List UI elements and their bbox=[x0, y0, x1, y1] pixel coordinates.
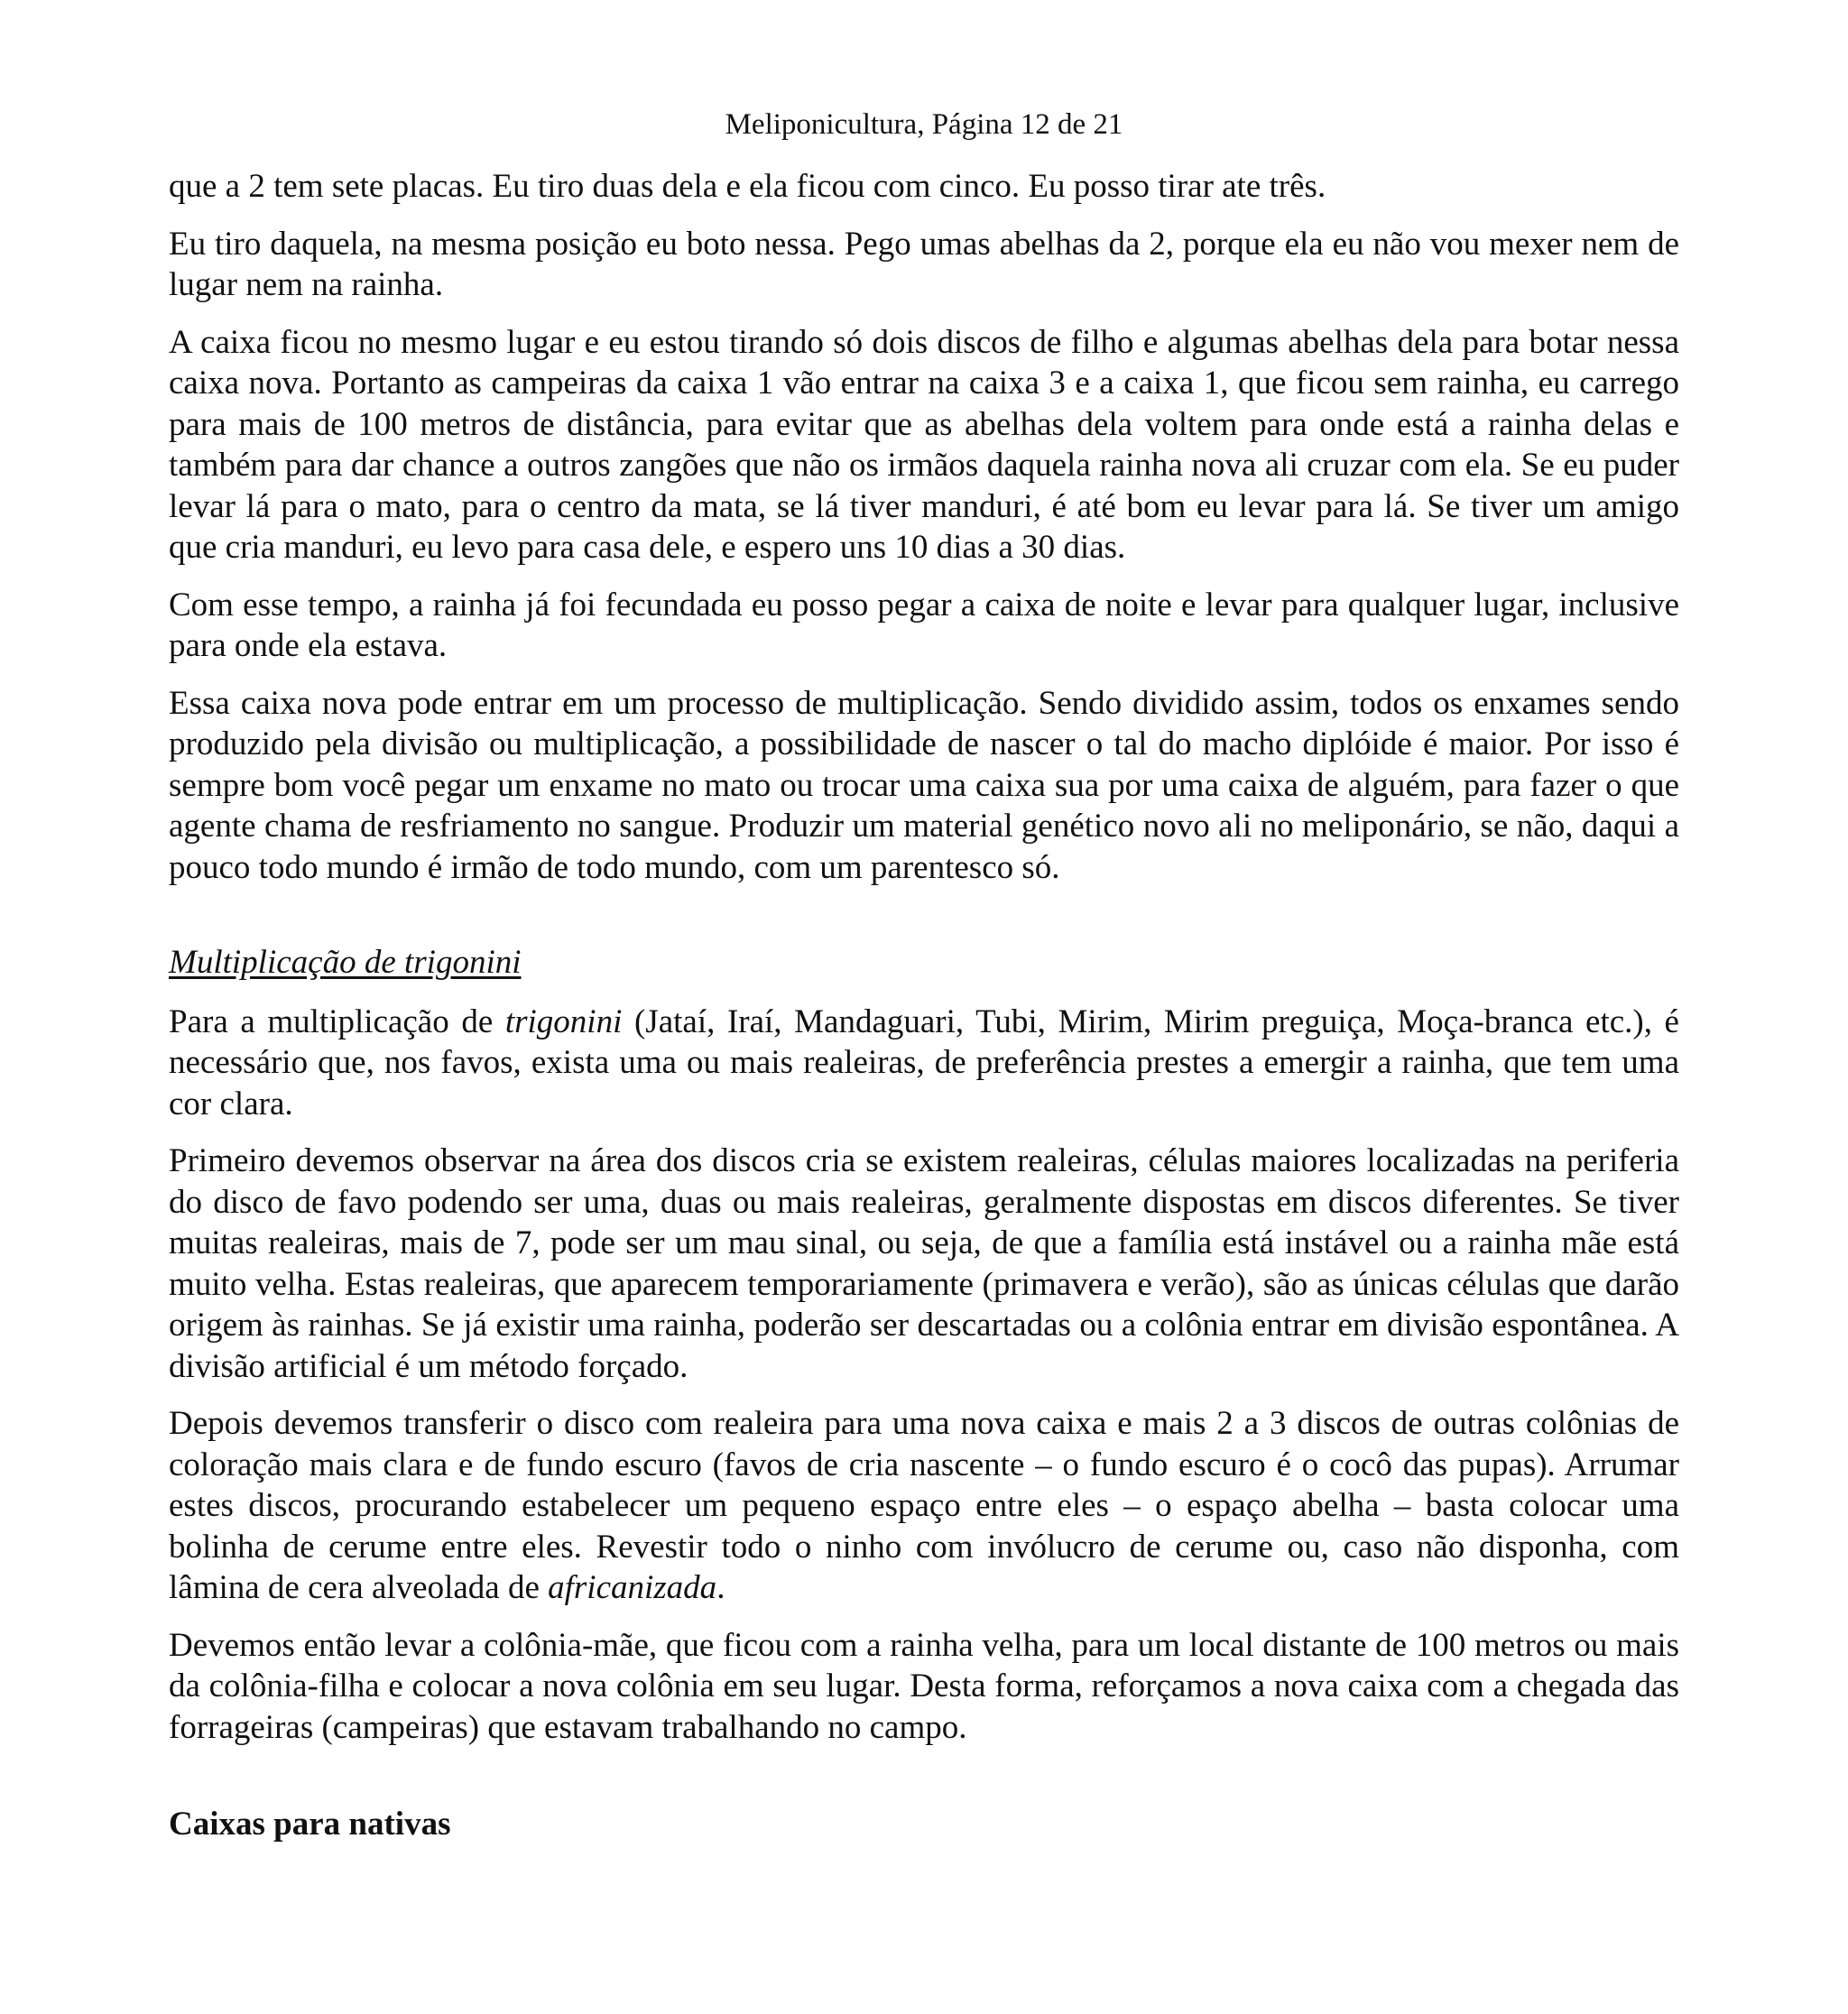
paragraph-para-a-multiplicacao bbox=[169, 1002, 1679, 1125]
running-header: Meliponicultura, Página 12 de 21 bbox=[725, 108, 1123, 141]
text-segment: . bbox=[716, 1569, 725, 1606]
paragraph-devemos-entao: Devemos então levar a colônia-mãe, que ficou com a rainha velha, para um local distante de 100 metros ou mais da colônia-filha e colocar a nova colônia em seu lugar. Desta forma, reforçamos a nova caixa com a chegada das forrageiras (campeiras) que estavam trabalhando no campo. bbox=[169, 1626, 1679, 1746]
section-heading-caixas: Caixas para nativas bbox=[169, 1806, 451, 1843]
paragraph-primeiro-devemos: Primeiro devemos observar na área dos discos cria se existem realeiras, células maiores localizadas na periferia do disco de favo podendo ser uma, duas ou mais realeiras, geralmente dispostas em discos diferentes. Se tiver muitas realeiras, mais de 7, pode ser um mau sinal, ou seja, de que a família está instável ou a rainha mãe está muito velha. Estas realeiras, que aparecem temporariamente (primavera e verão), são as únicas células que darão origem às rainhas. Se já existir uma rainha, poderão ser descartadas ou a colônia entrar em divisão espontânea. A divisão artificial é um método forçado. bbox=[169, 1142, 1679, 1385]
paragraph-depois-devemos bbox=[169, 1403, 1679, 1609]
paragraph-caixa-nova: Essa caixa nova pode entrar em um processo de multiplicação. Sendo dividido assim, todos os enxames sendo produzido pela divisão ou multiplicação, a possibilidade de nascer o tal do macho diplóide é maior. Por isso é sempre bom você pegar um enxame no mato ou trocar uma caixa sua por uma caixa de alguém, para fazer o que agente chama de resfriamento no sangue. Produzir um material genético novo ali no meliponário, se não, daqui a pouco todo mundo é irmão de todo mundo, com um parentesco só. bbox=[169, 684, 1679, 886]
paragraph-tiro-daquela: Eu tiro daquela, na mesma posição eu boto nessa. Pego umas abelhas da 2, porque ela eu não vou mexer nem de lugar nem na rainha. bbox=[169, 225, 1679, 303]
section-heading-trigonini: Multiplicação de trigonini bbox=[169, 944, 522, 981]
text-segment: Para a multiplicação de bbox=[169, 1002, 505, 1040]
paragraph-com-esse-tempo: Com esse tempo, a rainha já foi fecundada eu posso pegar a caixa de noite e levar para qualquer lugar, inclusive para onde ela estava. bbox=[169, 586, 1679, 664]
italic-term: trigonini bbox=[504, 1002, 623, 1040]
text-segment: (Jataí, Iraí, Mandaguari, Tubi, Mirim, Mirim preguiça, Moça-branca etc.), é necessário que, nos favos, exista uma ou mais realeiras, de preferência prestes a emergir a rainha, que tem uma cor clara. bbox=[169, 1002, 1679, 1122]
italic-term: africanizada bbox=[548, 1569, 717, 1606]
paragraph-caixa-ficou: A caixa ficou no mesmo lugar e eu estou tirando só dois discos de filho e algumas abelhas dela para botar nessa caixa nova. Portanto as campeiras da caixa 1 vão entrar na caixa 3 e a caixa 1, que ficou sem rainha, eu carrego para mais de 100 metros de distância, para evitar que as abelhas dela voltem para onde está a rainha delas e também para dar chance a outros zangões que não os irmãos daquela rainha nova ali cruzar com ela. Se eu puder levar lá para o mato, para o centro da mata, se lá tiver manduri, é até bom eu levar para lá. Se tiver um amigo que cria manduri, eu levo para casa dele, e espero uns 10 dias a 30 dias. bbox=[169, 323, 1679, 566]
text-segment: Depois devemos transferir o disco com realeira para uma nova caixa e mais 2 a 3 discos de outras colônias de coloração mais clara e de fundo escuro (favos de cria nascente – o fundo escuro é o cocô das pupas). Arrumar estes discos, procurando estabelecer um pequeno espaço entre eles – o espaço abelha – basta colocar uma bolinha de cerume entre eles. Revestir todo o ninho com invólucro de cerume ou, caso não disponha, com lâmina de cera alveolada de bbox=[169, 1405, 1679, 1606]
page-content bbox=[169, 166, 1679, 1845]
paragraph-continuation: que a 2 tem sete placas. Eu tiro duas dela e ela ficou com cinco. Eu posso tirar ate três. bbox=[169, 168, 1326, 205]
